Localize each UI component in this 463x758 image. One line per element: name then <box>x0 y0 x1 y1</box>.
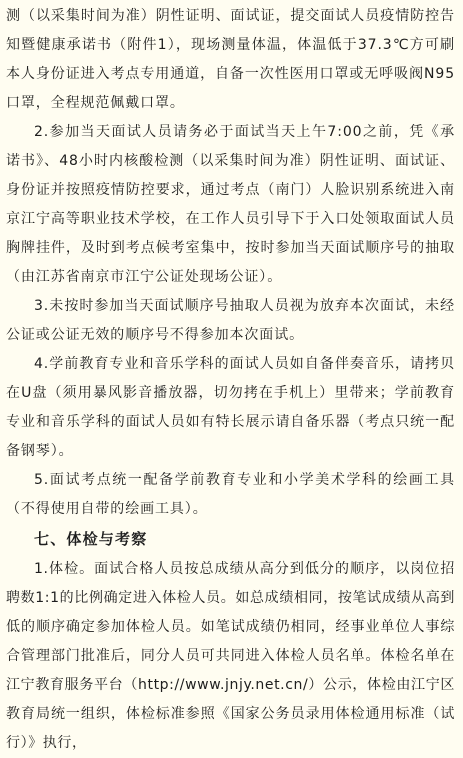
paragraph-item-1-medical-exam: 1.体检。面试合格人员按总成绩从高分到低分的顺序，以岗位招聘数1:1的比例确定进入体检人员。如总成绩相同，按笔试成绩从高到低的顺序确定参加体检人员。如笔试成绩仍相同，经事业单位人事综合管理部门批准后，同分人员可共同进入体检人员名单。体检名单在江宁教育服务平台（http://www.jnjy.net.cn/）公示，体检由江宁区教育局统一组织，体检标准参照《国家公务员录用体检通用标准（试行）》执行， <box>6 561 455 751</box>
paragraph-item-5-drawing-tools: 5.面试考点统一配备学前教育专业和小学美术学科的绘画工具（不得使用自带的绘画工具）。 <box>6 472 455 517</box>
section-heading-medical-exam: 七、体检与考察 <box>34 530 148 548</box>
paragraph-item-4-music: 4.学前教育专业和音乐学科的面试人员如自备伴奏音乐，请拷贝在U盘（须用暴风影音播放器，切勿拷在手机上）里带来；学前教育专业和音乐学科的面试人员如有特长展示请自备乐器（考点只统一配备钢琴）。 <box>6 356 455 459</box>
paragraph-item-3-lottery: 3.未按时参加当天面试顺序号抽取人员视为放弃本次面试，未经公证或公证无效的顺序号不得参加本次面试。 <box>6 298 455 343</box>
paragraph-item-2-arrival: 2.参加当天面试人员请务必于面试当天上午7:00之前，凭《承诺书》、48小时内核酸检测（以采集时间为准）阴性证明、面试证、身份证并按照疫情防控要求，通过考点（南门）人脸识别系统进入南京江宁高等职业技术学校，在工作人员引导下于入口处领取面试人员胸牌挂件，及时到考点候考室集中，按时参加当天面试顺序号的抽取（由江苏省南京市江宁公证处现场公证）。 <box>6 124 455 285</box>
paragraph-health-commitment-continued: 测（以采集时间为准）阴性证明、面试证，提交面试人员疫情防控告知暨健康承诺书（附件1），现场测量体温，体温低于37.3℃方可刷本人身份证进入考点专用通道，自备一次性医用口罩或无呼吸阀N95口罩，全程规范佩戴口罩。 <box>6 8 455 111</box>
